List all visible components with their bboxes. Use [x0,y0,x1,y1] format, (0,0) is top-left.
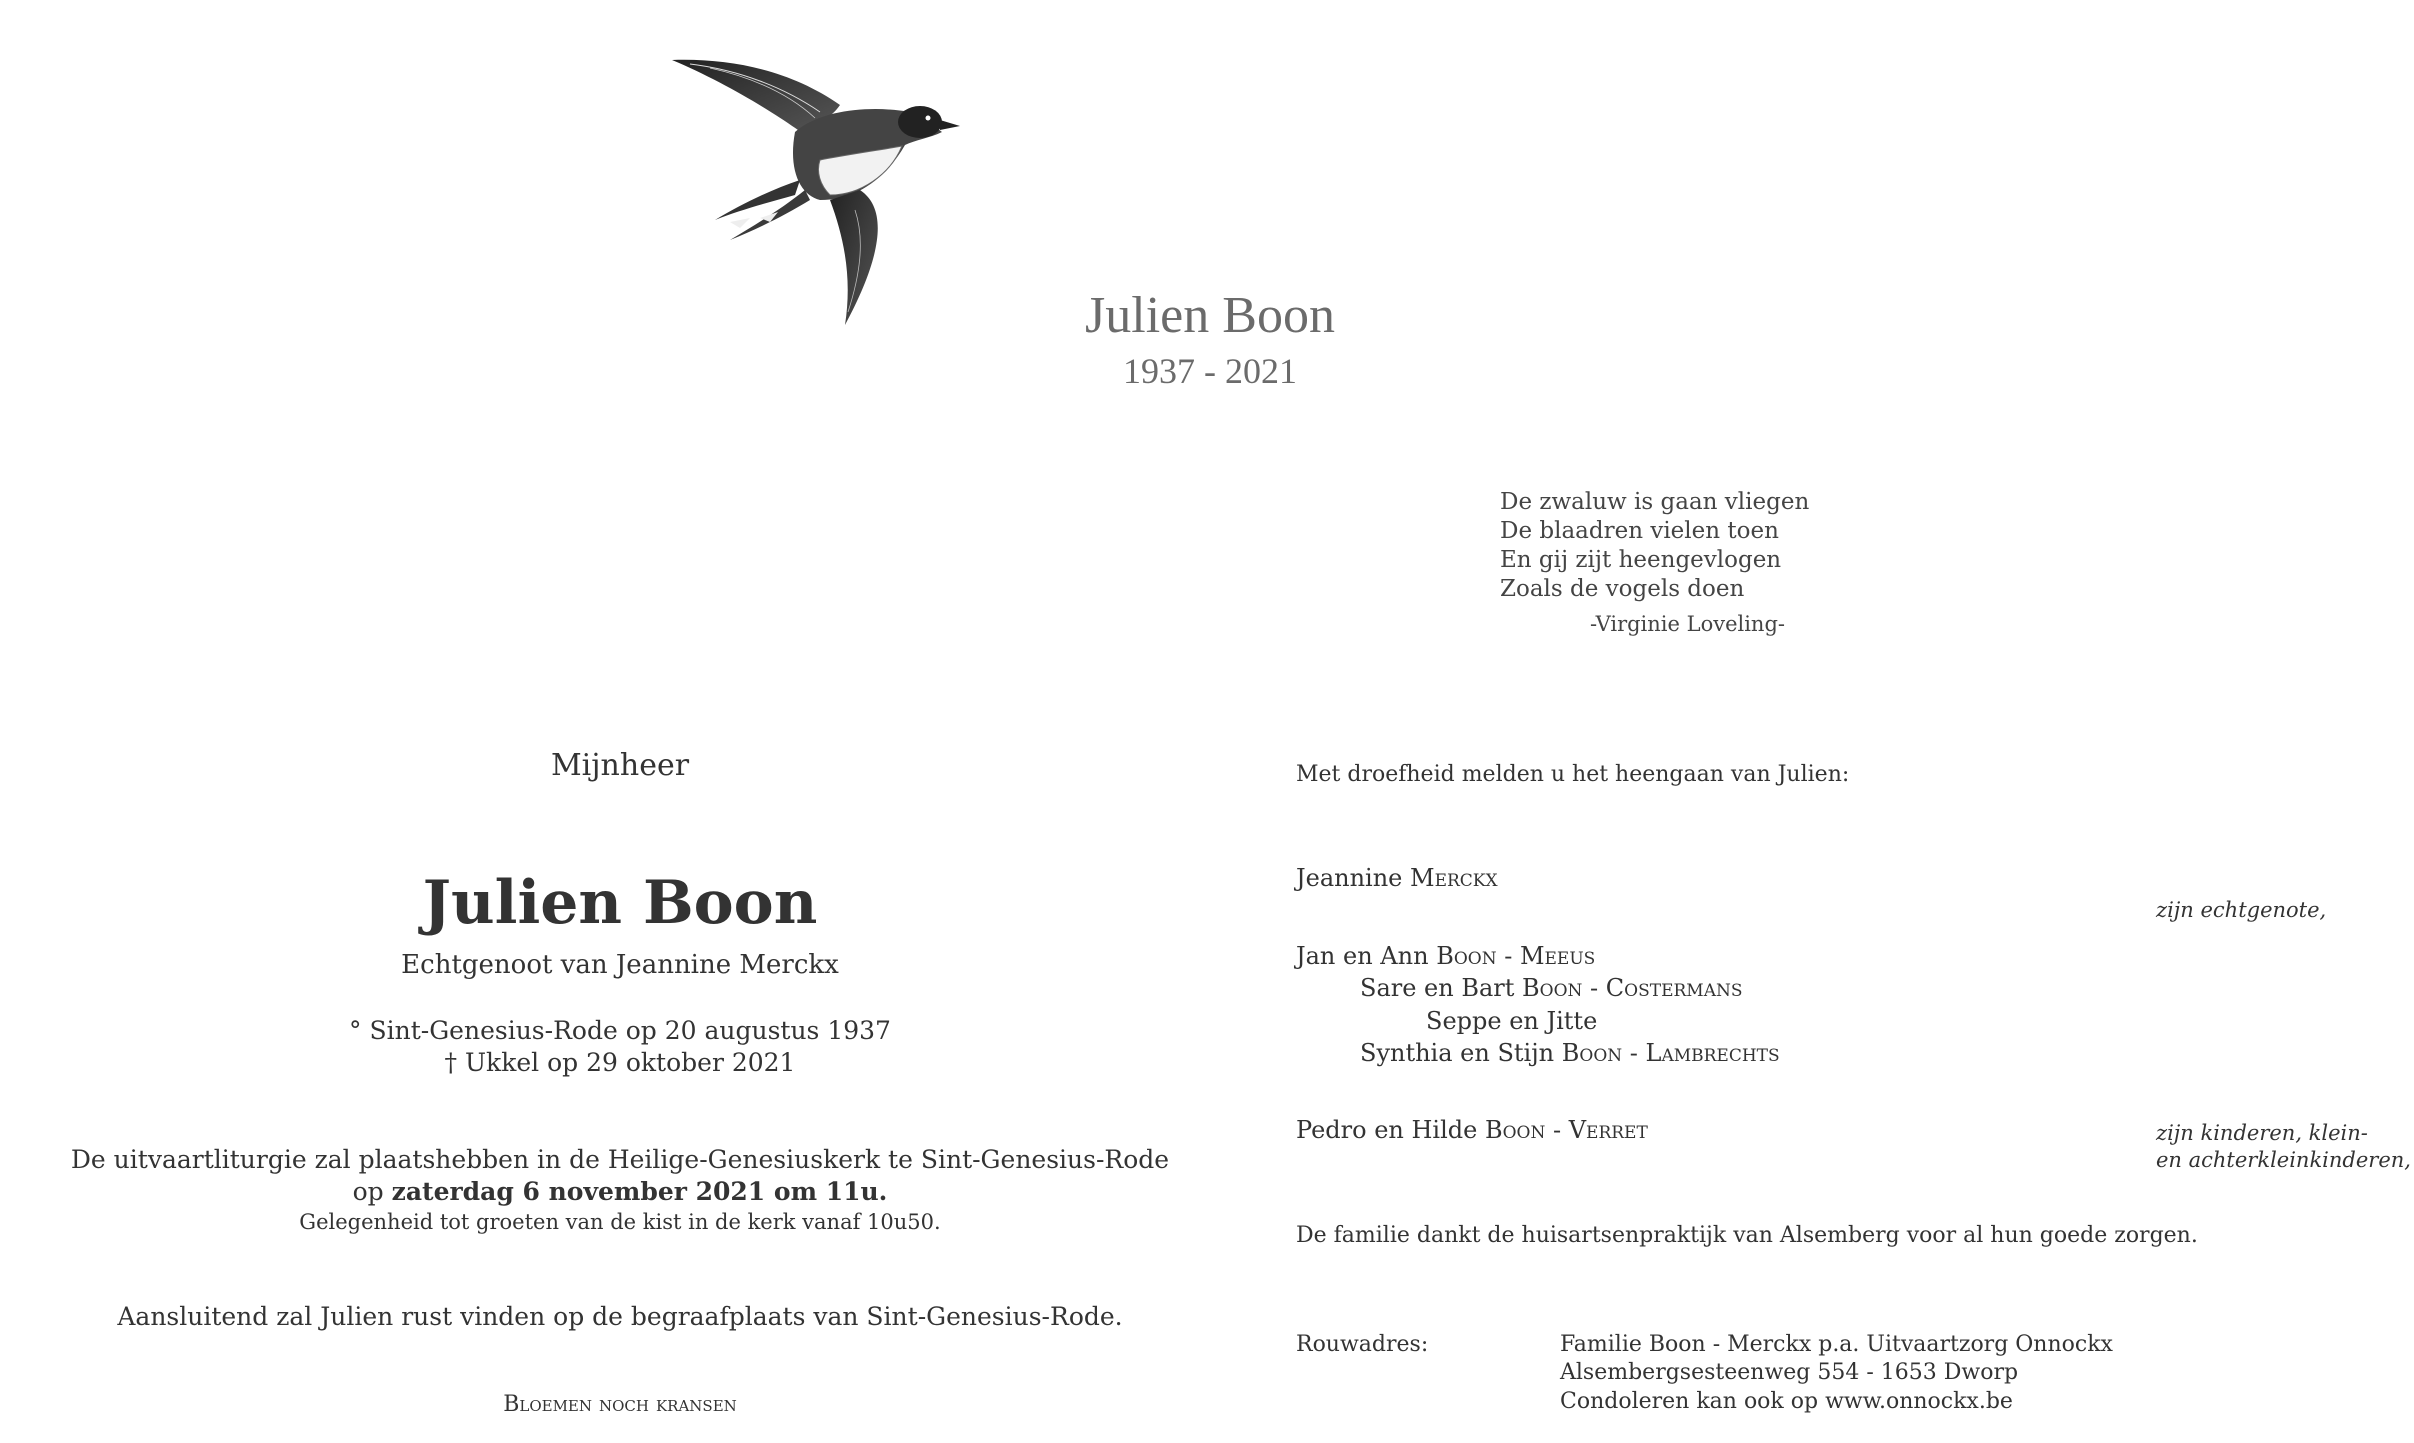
birth-line: ° Sint-Genesius-Rode op 20 augustus 1937 [349,1016,891,1045]
poem-line: De blaadren vielen toen [1500,518,1779,544]
address-line: Condoleren kan ook op www.onnockx.be [1560,1389,2013,1414]
death-line: † Ukkel op 29 oktober 2021 [444,1048,796,1077]
address-line: Familie Boon - Merckx p.a. Uitvaartzorg Onnockx [1560,1332,2113,1357]
relation-spouse: zijn echtgenote, [2156,898,2327,922]
header-years: 1937 - 2021 [1123,351,1297,391]
poem-author: -Virginie Loveling- [1590,612,1785,636]
poem [1500,488,1920,604]
family-member [1296,864,1498,892]
spouse-line: Echtgenoot van Jeannine Merckx [401,950,839,980]
deceased-name: Julien Boon [422,868,818,938]
family-first: Jan en Ann [1296,942,1437,970]
family-member [1360,974,1743,1002]
family-member [1296,942,1595,970]
address-label: Rouwadres: [1296,1332,1429,1357]
thanks-line: De familie dankt de huisartsenpraktijk van Alsemberg voor al hun goede zorgen. [1296,1223,2198,1248]
family-last: Boon - Verret [1484,1116,1648,1144]
family-first: Jeannine [1296,864,1411,892]
swallow-illustration-icon [670,50,970,330]
family-first: Seppe en Jitte [1426,1007,1598,1035]
relation-grandchildren: en achterkleinkinderen, [2156,1148,2411,1172]
header-name: Julien Boon [1085,287,1335,344]
family-last: Boon - Costermans [1522,974,1743,1002]
poem-line: Zoals de vogels doen [1500,576,1745,602]
announcement-intro: Met droefheid melden u het heengaan van Julien: [1296,762,1850,787]
family-member [1360,1039,1780,1067]
poem-line: De zwaluw is gaan vliegen [1500,489,1810,515]
family-first: Synthia en Stijn [1360,1039,1562,1067]
address-line: Alsembergsesteenweg 554 - 1653 Dworp [1560,1360,2019,1385]
flowers-notice: Bloemen noch kransen [503,1392,737,1417]
salutation: Mijnheer [550,748,690,783]
poem-line: En gij zijt heengevlogen [1500,547,1782,573]
family-first: Sare en Bart [1360,974,1523,1002]
viewing-line: Gelegenheid tot groeten van de kist in de kerk vanaf 10u50. [299,1210,941,1234]
family-first: Pedro en Hilde [1296,1116,1485,1144]
family-last: Boon - Meeus [1436,942,1596,970]
family-last: Boon - Lambrechts [1561,1039,1780,1067]
burial-line: Aansluitend zal Julien rust vinden op de begraafplaats van Sint-Genesius-Rode. [117,1302,1123,1331]
relation-children: zijn kinderen, klein- [2156,1121,2368,1145]
liturgy-date: zaterdag 6 november 2021 om 11u. [391,1177,888,1206]
liturgy-line: De uitvaartliturgie zal plaatshebben in de Heilige-Genesiuskerk te Sint-Genesius-Rode [70,1145,1170,1174]
family-member [1426,1007,1597,1035]
family-member [1296,1116,1648,1144]
liturgy-date-line [60,1177,1180,1206]
family-last: Merckx [1410,864,1498,892]
liturgy-op: op [352,1177,384,1206]
